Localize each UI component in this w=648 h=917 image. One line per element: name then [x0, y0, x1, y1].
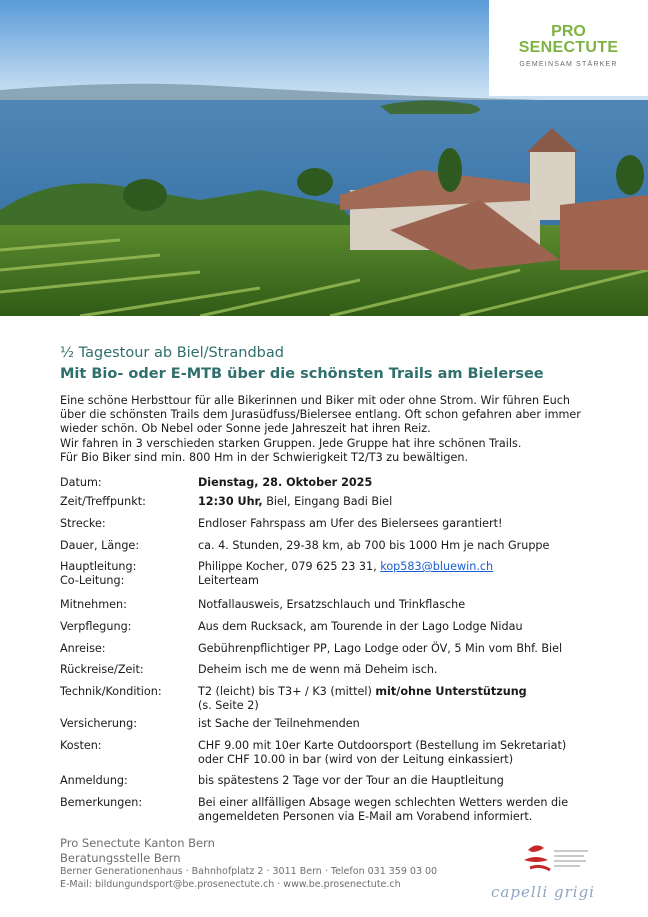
row-label: Hauptleitung:	[60, 560, 137, 573]
intro-line: Wir fahren in 3 verschieden starken Gruppen. Jede Gruppe hat ihre schönen Trails.	[60, 436, 522, 450]
row-label: Strecke:	[60, 517, 106, 530]
footer-office: Beratungsstelle Bern	[60, 851, 181, 865]
row-label: Kosten:	[60, 739, 102, 752]
row-value: Aus dem Rucksack, am Tourende in der Lago Lodge Nidau	[198, 620, 523, 633]
difficulty: T2 (leicht) bis T3+ / K3 (mittel)	[198, 685, 376, 698]
row-label: Zeit/Treffpunkt:	[60, 495, 146, 508]
row-label: Technik/Kondition:	[60, 685, 162, 698]
logo-tagline: GEMEINSAM STÄRKER	[519, 61, 618, 68]
row-value	[198, 560, 610, 574]
intro-text	[60, 394, 600, 465]
row-label: Datum:	[60, 476, 102, 489]
row-label: Anmeldung:	[60, 774, 128, 787]
intro-line: wieder schön. Ob Nebel oder Sonne jede Jahreszeit hat ihren Reiz.	[60, 422, 431, 436]
support-type: mit/ohne Unterstützung	[375, 685, 527, 698]
row-value: Gebührenpflichtiger PP, Lago Lodge oder ÖV, 5 Min vom Bhf. Biel	[198, 642, 563, 655]
row-value: ist Sache der Teilnehmenden	[198, 717, 360, 730]
partner-name: capelli grigi	[491, 883, 595, 901]
footer-address: Berner Generationenhaus · Bahnhofplatz 2 · 3011 Bern · Telefon 031 359 03 00	[60, 866, 438, 877]
row-label: Dauer, Länge:	[60, 539, 140, 552]
row-value	[198, 739, 610, 767]
row-label: Rückreise/Zeit:	[60, 663, 144, 676]
row-label: Anreise:	[60, 642, 106, 655]
date-value: Dienstag, 28. Oktober 2025	[198, 476, 373, 489]
row-value: Notfallausweis, Ersatzschlauch und Trinkflasche	[198, 598, 466, 611]
page-ref: (s. Seite 2)	[198, 699, 259, 713]
row-label: Versicherung:	[60, 717, 137, 730]
intro-line: Eine schöne Herbsttour für alle Bikerinnen und Biker mit oder ohne Strom. Wir führen Euch	[60, 394, 571, 407]
intro-line: Für Bio Biker sind min. 800 Hm in der Schwierigkeit T2/T3 zu bewältigen.	[60, 450, 468, 464]
logo-line-1: PRO	[551, 23, 586, 40]
cost-line: oder CHF 10.00 in bar (wird von der Leitung einkassiert)	[198, 753, 514, 767]
row-value	[198, 796, 610, 824]
time-value: 12:30 Uhr,	[198, 495, 263, 508]
row-value: ca. 4. Stunden, 29-38 km, ab 700 bis 1000 Hm je nach Gruppe	[198, 539, 550, 552]
row-value: bis spätestens 2 Tage vor der Tour an die Hauptleitung	[198, 774, 504, 787]
row-value	[198, 476, 610, 490]
remark-line: Bei einer allfälligen Absage wegen schlechten Wetters werden die	[198, 796, 569, 809]
row-label: Mitnehmen:	[60, 598, 127, 611]
row-value: Deheim isch me de wenn mä Deheim isch.	[198, 663, 438, 676]
remark-line: angemeldeten Personen via E-Mail am Vorabend informiert.	[198, 810, 533, 824]
intro-line: über die schönsten Trails dem Jurasüdfuss/Bielersee entlang. Oft schon gefahren aber immer	[60, 408, 581, 422]
footer-org: Pro Senectute Kanton Bern	[60, 836, 215, 850]
capelli-grigi-logo	[478, 838, 608, 914]
leader-email-link[interactable]: kop583@bluewin.ch	[380, 560, 494, 573]
cost-line: CHF 9.00 mit 10er Karte Outdoorsport (Bestellung im Sekretariat)	[198, 739, 567, 752]
tour-title: Mit Bio- oder E-MTB über die schönsten Trails am Bielersee	[60, 366, 544, 382]
logo-line-2: SENECTUTE	[518, 39, 619, 56]
csa-emblem-icon	[478, 838, 608, 882]
row-value: Endloser Fahrspass am Ufer des Bielersees garantiert!	[198, 517, 503, 530]
tour-subtitle: ½ Tagestour ab Biel/Strandbad	[60, 345, 284, 361]
leader-contact: Philippe Kocher, 079 625 23 31,	[198, 560, 381, 573]
pro-senectute-logo	[489, 0, 648, 96]
row-label: Verpflegung:	[60, 620, 132, 633]
row-label: Co-Leitung:	[60, 574, 125, 587]
footer-contact: E-Mail: bildungundsport@be.prosenectute.ch · www.be.prosenectute.ch	[60, 878, 401, 890]
footer	[60, 836, 437, 891]
row-value	[198, 495, 610, 509]
meeting-point: Biel, Eingang Badi Biel	[262, 495, 393, 508]
row-value: Leiterteam	[198, 574, 259, 587]
row-label: Bemerkungen:	[60, 796, 143, 809]
row-value	[198, 685, 610, 713]
